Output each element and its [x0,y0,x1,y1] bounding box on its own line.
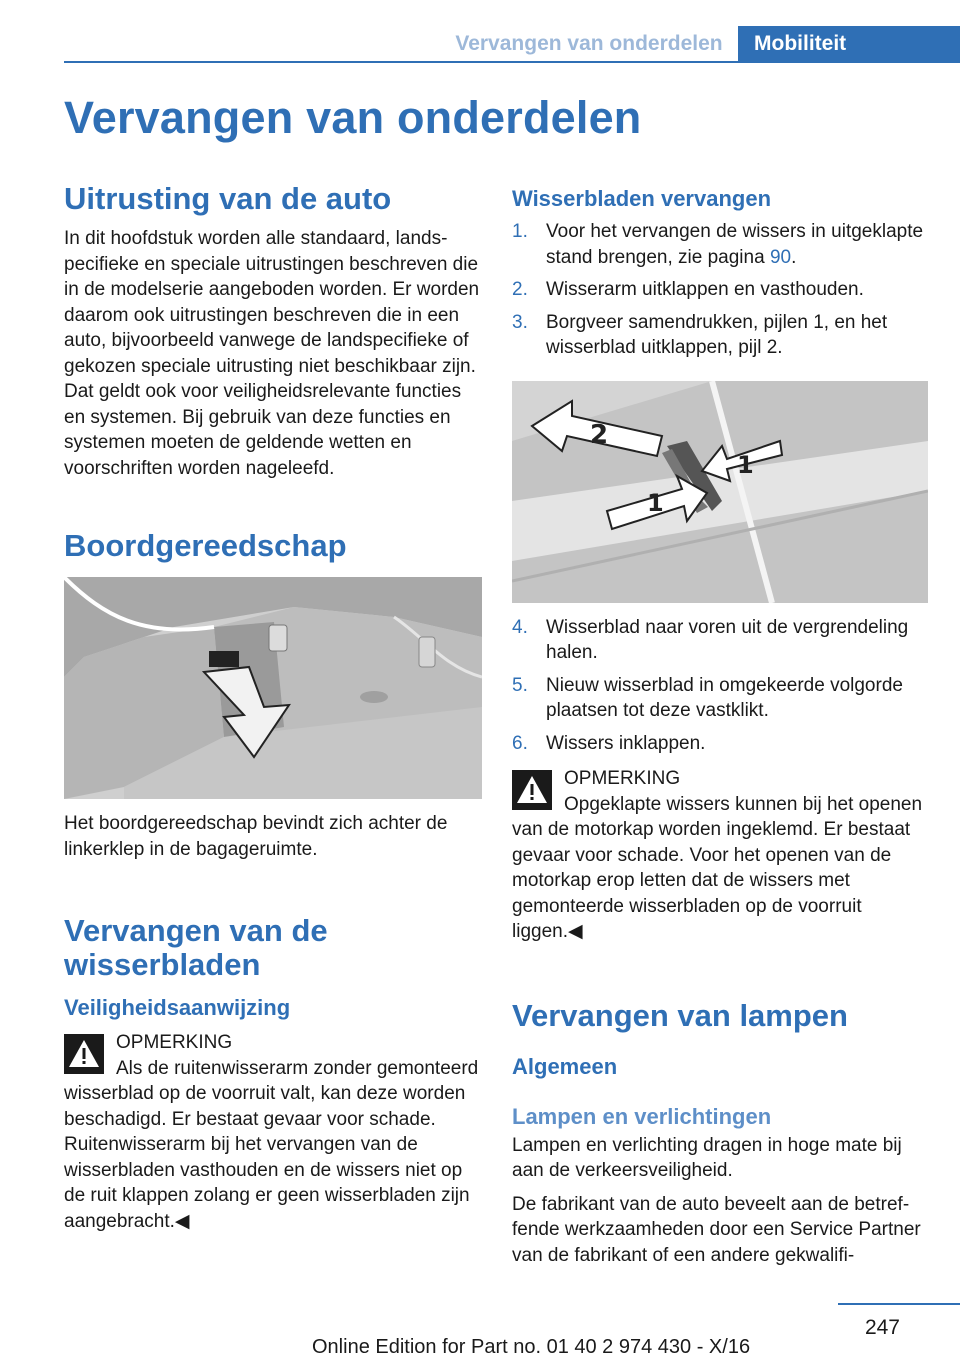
warning-label: OPMERKING [564,768,681,789]
arrow-label: 1 [647,488,664,517]
page-title: Vervangen van onderdelen [64,92,642,143]
step-item [512,731,928,757]
step-item [512,673,928,724]
footer-rule [838,1303,960,1305]
replace-heading: Wisserbladen vervangen [512,186,772,211]
edition-note: Online Edition for Part no. 01 40 2 974 430 - X/16 [312,1336,751,1358]
toolkit-heading: Boordgereedschap [64,528,347,563]
right-column [512,185,928,1268]
step-text: Wissers inklappen. [546,732,706,754]
step-item [512,219,928,270]
toolkit-caption: Het boordgereedschap bevindt zich achter de linkerklep in de bagageruimte. [64,813,448,860]
lamps-paragraph-2: De fabrikant van de auto beveelt aan de betreffende werkzaamheden door een Service Partner van de fabrikant of een andere gekwalifi- [512,1193,921,1266]
step-number: 6. [512,732,528,754]
warning-notice [64,1030,482,1234]
page-number: 247 [864,1316,900,1339]
step-item [512,277,928,303]
step-text: Borgveer samendrukken, pijlen 1, en het wisserblad uitklappen, pijl 2. [546,311,888,358]
step-number: 3. [512,311,528,333]
warning-triangle-icon [64,1034,104,1074]
step-number: 2. [512,279,528,300]
wipers-heading: Vervangen van de wisserbladen [64,913,328,982]
step-item [512,310,928,361]
steps-list-b [512,615,928,757]
step-number: 4. [512,616,528,638]
step-text: Voor het vervangen de wissers in uitgeklapte stand brengen, zie pagina 90. [546,221,924,268]
safety-heading: Veiligheidsaanwijzing [64,995,291,1020]
step-text: Wisserarm uitklappen en vasthouden. [546,279,864,300]
step-number: 1. [512,221,528,242]
page-link[interactable]: 90 [769,246,792,268]
warning-label: OPMERKING [116,1032,233,1053]
lamps-heading: Vervangen van lampen [512,997,848,1033]
step-item [512,615,928,666]
warning-text: Als de ruitenwisserarm zonder gemonteerd wisserblad op de voorruit valt, kan deze worden beschadigd. Er bestaat gevaar voor schade. Ruitenwisserarm bij het vervangen van de wisserbladen vasthouden en de wissers niet op de ruit klappen zolang er geen wisserbladen zijn aangebracht.◀ [64,1057,479,1232]
step-text: Wisserblad naar voren uit de vergrendeling halen. [546,616,909,663]
equipment-heading: Uitrusting van de auto [64,181,392,216]
warning-text: Opgeklapte wissers kunnen bij het openen van de motorkap worden ingeklemd. Er bestaat gevaar voor schade. Voor het openen van de motorkap erop letten dat de wissers met gemonteerde wisserbladen op de voorruit liggen.◀ [512,793,923,942]
step-number: 5. [512,674,528,696]
steps-list-a [512,219,928,361]
general-heading: Algemeen [512,1053,618,1079]
chapter-tab: Mobiliteit [738,26,960,62]
header-rule [64,61,960,63]
lamps-paragraph-1: Lampen en verlichting dragen in hoge mate bij aan de verkeersveiligheid. [512,1134,902,1181]
trunk-photo [64,577,482,799]
warning-notice [512,766,928,945]
warning-triangle-icon [512,770,552,810]
arrow-label: 1 [737,450,754,479]
left-column [64,182,482,1234]
running-header-section: Vervangen van onderdelen [455,31,723,55]
step-text: Nieuw wisserblad in omgekeerde volgorde plaatsen tot deze vastklikt. [546,674,903,721]
equipment-body: In dit hoofdstuk worden alle standaard, landspecifieke en speciale uitrustingen beschreven die in de modelserie aangeboden worden. Er worden daarom ook uitrustingen beschreven die in een auto, bijvoorbeeld vanwege de landspecifieke of gekozen speciale uitrusting niet beschikbaar zijn. Dat geldt ook voor veiligheidsrelevante functies en systemen. Bij gebruik van deze functies en systemen moeten de geldende wetten en voorschriften worden nageleefd. [64,228,480,479]
wiper-photo [512,381,928,603]
arrow-label: 2 [590,419,609,450]
lamps-subheading: Lampen en verlichtingen [512,1103,772,1129]
